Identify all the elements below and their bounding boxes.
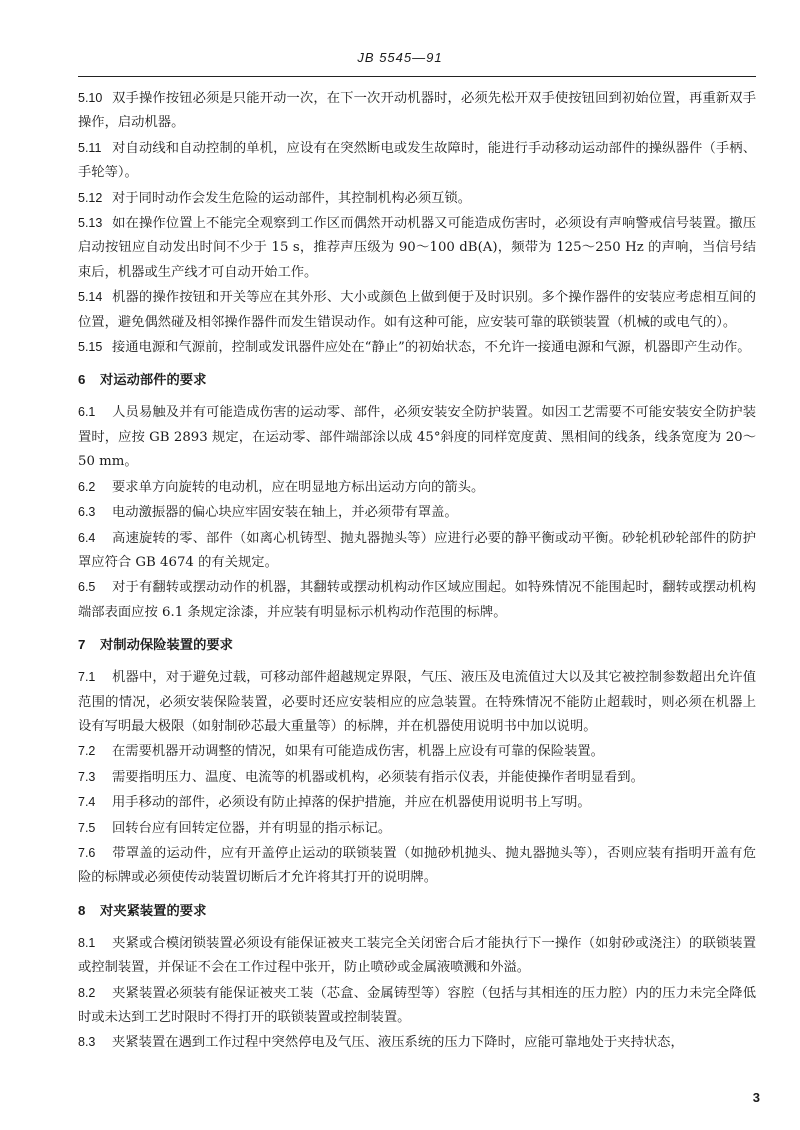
clause-number: 7.1	[78, 670, 96, 685]
clause-number: 8.3	[78, 1035, 96, 1050]
clause-paragraph	[78, 526, 756, 576]
clause-paragraph	[78, 500, 756, 525]
clause-paragraph	[78, 285, 756, 335]
clause-number: 6.3	[78, 505, 96, 520]
running-header: JB 5545—91	[357, 50, 443, 65]
clause-paragraph	[78, 790, 756, 815]
clause-number: 6.5	[78, 580, 96, 595]
clause-text: 高速旋转的零、部件（如离心机铸型、抛丸器抛头等）应进行必要的静平衡或动平衡。砂轮机砂轮部件的防护罩应符合 GB 4674 的有关规定。	[78, 530, 756, 570]
section-heading	[78, 633, 756, 658]
section-number: 6	[78, 372, 86, 388]
clause-paragraph	[78, 575, 756, 625]
section-title: 对运动部件的要求	[100, 373, 207, 389]
section-title: 对夹紧装置的要求	[100, 903, 207, 919]
clause-text: 人员易触及并有可能造成伤害的运动零、部件，必须安装安全防护装置。如因工艺需要不可能安装安全防护装置时，应按 GB 2893 规定，在运动零、部件端部涂以成 45°斜度的同样宽度黄、黑相间的线条，线条宽度为 20～50 mm。	[78, 405, 756, 470]
clause-text: 要求单方向旋转的电动机，应在明显地方标出运动方向的箭头。	[112, 479, 485, 495]
header-rule	[78, 76, 756, 77]
clause-paragraph	[78, 186, 756, 211]
section-heading	[78, 899, 756, 924]
clause-text: 对于同时动作会发生危险的运动部件，其控制机构必须互锁。	[112, 190, 472, 206]
clause-text: 夹紧或合模闭锁装置必须设有能保证被夹工装完全关闭密合后才能执行下一操作（如射砂或浇注）的联锁装置或控制装置，并保证不会在工作过程中张开，防止喷砂或金属液喷溅和外溢。	[78, 935, 756, 976]
clause-paragraph	[78, 475, 756, 500]
clause-number: 7.2	[78, 744, 96, 759]
clause-text: 在需要机器开动调整的情况，如果有可能造成伤害，机器上应设有可靠的保险装置。	[112, 744, 604, 760]
page-number: 3	[752, 1090, 760, 1105]
clause-paragraph	[78, 739, 756, 764]
document-body	[78, 86, 756, 1056]
clause-number: 7.6	[78, 845, 96, 860]
clause-text: 夹紧装置在遇到工作过程中突然停电及气压、液压系统的压力下降时，应能可靠地处于夹持状态，	[112, 1035, 684, 1051]
clause-text: 回转台应有回转定位器，并有明显的指示标记。	[112, 820, 392, 836]
clause-paragraph	[78, 981, 756, 1031]
clause-text: 对于有翻转或摆动动作的机器，其翻转或摆动机构动作区域应围起。如特殊情况不能围起时，翻转或摆动机构端部表面应按 6.1 条规定涂漆，并应装有明显标示机构动作范围的标牌。	[78, 580, 756, 620]
clause-text: 需要指明压力、温度、电流等的机器或机构，必须装有指示仪表，并能使操作者明显看到。	[112, 769, 644, 785]
clause-text: 带罩盖的运动件，应有开盖停止运动的联锁装置（如抛砂机抛头、抛丸器抛头等），否则应装有指明开盖有危险的标牌或必须使传动装置切断后才允许将其打开的说明牌。	[78, 845, 756, 886]
clause-text: 如在操作位置上不能完全观察到工作区而偶然开动机器又可能造成伤害时，必须设有声响警戒信号装置。撤压启动按钮应自动发出时间不少于 15 s，推荐声压级为 90～100 dB(A)，频带为 125～250 Hz 的声响，当信号结束后，机器或生产线才可自动开始工作。	[78, 216, 756, 280]
section-heading	[78, 368, 756, 393]
clause-number: 5.11	[78, 140, 102, 155]
section-number: 8	[78, 902, 86, 918]
clause-number: 5.12	[78, 190, 103, 205]
section-title: 对制动保险装置的要求	[100, 638, 233, 654]
clause-paragraph	[78, 665, 756, 739]
clause-number: 7.4	[78, 795, 96, 810]
clause-text: 双手操作按钮必须是只能开动一次，在下一次开动机器时，必须先松开双手使按钮回到初始位置，再重新双手操作，启动机器。	[78, 91, 756, 131]
clause-paragraph	[78, 86, 756, 136]
clause-text: 机器中，对于避免过载，可移动部件超越规定界限，气压、液压及电流值过大以及其它被控制参数超出允许值范围的情况，必须安装保险装置，必要时还应安装相应的应急装置。在特殊情况不能防止超载时，则必须在机器上设有写明最大极限（如射制砂芯最大重量等）的标牌，并在机器使用说明书中加以说明。	[78, 670, 756, 734]
clause-number: 6.4	[78, 530, 96, 545]
clause-text: 机器的操作按钮和开关等应在其外形、大小或颜色上做到便于及时识别。多个操作器件的安装应考虑相互间的位置，避免偶然碰及相邻操作器件而发生错误动作。如有这种可能，应安装可靠的联锁装置（机械的或电气的）。	[78, 290, 756, 330]
clause-text: 电动激振器的偏心块应牢固安装在轴上，并必须带有罩盖。	[112, 505, 458, 521]
clause-paragraph	[78, 1030, 756, 1055]
clause-paragraph	[78, 136, 756, 186]
section-number: 7	[78, 637, 86, 653]
clause-paragraph	[78, 931, 756, 981]
clause-number: 6.1	[78, 405, 96, 420]
clause-number: 5.13	[78, 216, 103, 231]
clause-text: 用手移动的部件，必须设有防止掉落的保护措施，并应在机器使用说明书上写明。	[112, 795, 591, 811]
clause-number: 7.3	[78, 769, 96, 784]
clause-text: 对自动线和自动控制的单机，应设有在突然断电或发生故障时，能进行手动移动运动部件的操纵器件（手柄、手轮等）。	[78, 140, 756, 181]
clause-number: 7.5	[78, 820, 96, 835]
clause-paragraph	[78, 211, 756, 285]
clause-paragraph	[78, 816, 756, 841]
clause-number: 5.14	[78, 290, 103, 305]
clause-number: 8.2	[78, 985, 96, 1000]
clause-number: 8.1	[78, 935, 96, 950]
clause-paragraph	[78, 335, 756, 360]
clause-text: 夹紧装置必须装有能保证被夹工装（芯盒、金属铸型等）容腔（包括与其相连的压力腔）内的压力未完全降低时或未达到工艺时限时不得打开的联锁装置或控制装置。	[78, 985, 756, 1025]
clause-number: 6.2	[78, 479, 96, 494]
clause-text: 接通电源和气源前，控制或发讯器件应处在“静止”的初始状态，不允许一接通电源和气源，机器即产生动作。	[112, 340, 751, 356]
clause-paragraph	[78, 841, 756, 891]
clause-paragraph	[78, 400, 756, 474]
clause-paragraph	[78, 765, 756, 790]
clause-number: 5.10	[78, 91, 103, 105]
clause-number: 5.15	[78, 340, 103, 355]
